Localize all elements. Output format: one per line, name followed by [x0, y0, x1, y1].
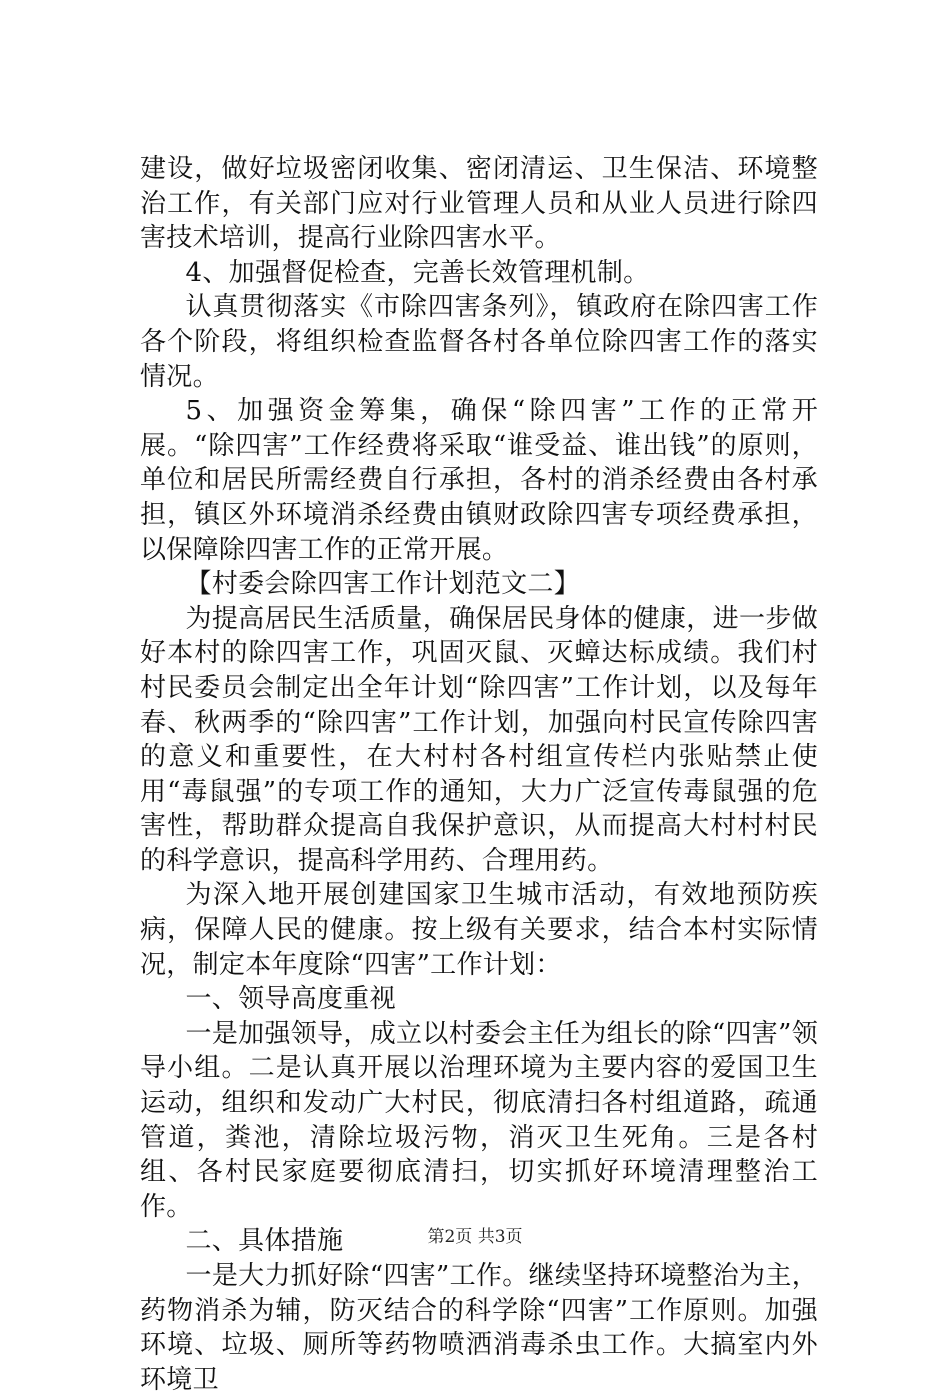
section-title: 【村委会除四害工作计划范文二】 [185, 569, 581, 600]
paragraph-11: 一是大力抓好除“四害”工作。继续坚持环境整治为主，药物消杀为辅，防灭结合的科学除“四害”工作原则。加强环境、垃圾、厕所等药物喷洒消毒杀虫工作。大搞室内外环境卫 [140, 1261, 818, 1395]
heading-measures: 二、具体措施 [185, 1226, 344, 1257]
heading-leadership: 一、领导高度重视 [185, 984, 396, 1015]
page-footer: 第2页 共3页 [427, 1227, 523, 1247]
paragraph-4: 5、加强资金筹集，确保“除四害”工作的正常开展。“除四害”工作经费将采取“谁受益、谁出钱”的原则，单位和居民所需经费自行承担，各村的消杀经费由各村承担，镇区外环境消杀经费由镇财政除四害专项经费承担，以保障除四害工作的正常开展。 [140, 396, 818, 565]
paragraph-6: 为提高居民生活质量，确保居民身体的健康，进一步做好本村的除四害工作，巩固灭鼠、灭蟑达标成绩。我们村村民委员会制定出全年计划“除四害”工作计划，以及每年春、秋两季的“除四害”工作计划，加强向村民宣传除四害的意义和重要性，在大村村各村组宣传栏内张贴禁止使用“毒鼠强”的专项工作的通知，大力广泛宣传毒鼠强的危害性，帮助群众提高自我保护意识，从而提高大村村村民的科学意识，提高科学用药、合理用药。 [140, 603, 818, 876]
paragraph-2: 4、加强督促检查，完善长效管理机制。 [185, 257, 650, 288]
paragraph-9: 一是加强领导，成立以村委会主任为组长的除“四害”领导小组。二是认真开展以治理环境为主要内容的爱国卫生运动，组织和发动广大村民，彻底清扫各村组道路，疏通管道，粪池，清除垃圾污物，消灭卫生死角。三是各村组、各村民家庭要彻底清扫，切实抓好环境清理整治工作。 [140, 1018, 818, 1222]
paragraph-3: 认真贯彻落实《市除四害条列》，镇政府在除四害工作各个阶段，将组织检查监督各村各单位除四害工作的落实情况。 [140, 292, 818, 392]
paragraph-7: 为深入地开展创建国家卫生城市活动，有效地预防疾病，保障人民的健康。按上级有关要求，结合本村实际情况，制定本年度除“四害”工作计划： [140, 880, 818, 980]
document-body [140, 152, 818, 1397]
paragraph-1: 建设，做好垃圾密闭收集、密闭清运、卫生保洁、环境整治工作，有关部门应对行业管理人员和从业人员进行除四害技术培训，提高行业除四害水平。 [140, 154, 818, 254]
